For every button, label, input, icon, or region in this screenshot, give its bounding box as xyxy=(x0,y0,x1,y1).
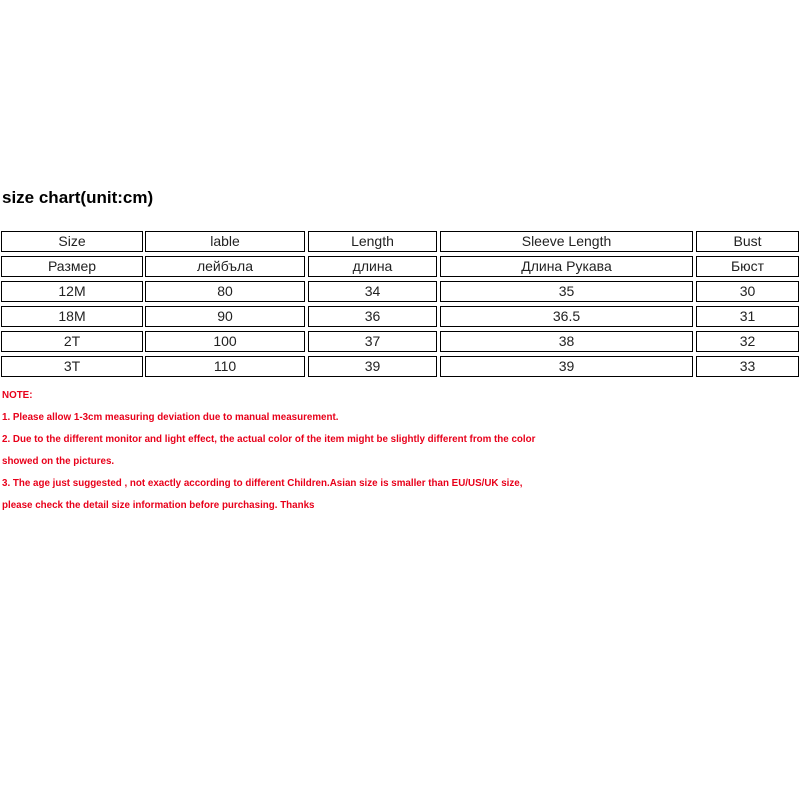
cell-bust: 32 xyxy=(696,331,799,352)
cell-size: 18M xyxy=(1,306,143,327)
cell-size: 2T xyxy=(1,331,143,352)
table-row xyxy=(0,356,800,381)
table-row xyxy=(0,331,800,356)
cell-label: 90 xyxy=(145,306,305,327)
cell-length: 36 xyxy=(308,306,437,327)
note-line: showed on the pictures. xyxy=(2,456,115,467)
size-table xyxy=(0,231,800,381)
table-header-row-ru xyxy=(0,256,800,281)
header-bust-ru: Бюст xyxy=(696,256,799,277)
note-line: please check the detail size information before purchasing. Thanks xyxy=(2,500,315,511)
cell-label: 80 xyxy=(145,281,305,302)
notes-heading: NOTE: xyxy=(2,390,33,401)
cell-length: 34 xyxy=(308,281,437,302)
cell-label: 110 xyxy=(145,356,305,377)
notes-section xyxy=(2,385,800,517)
cell-length: 39 xyxy=(308,356,437,377)
cell-sleeve-length: 38 xyxy=(440,331,693,352)
cell-bust: 30 xyxy=(696,281,799,302)
header-length: Length xyxy=(308,231,437,252)
cell-size: 12M xyxy=(1,281,143,302)
cell-bust: 33 xyxy=(696,356,799,377)
cell-sleeve-length: 39 xyxy=(440,356,693,377)
cell-size: 3T xyxy=(1,356,143,377)
note-line: 3. The age just suggested , not exactly according to different Children.Asian size is smaller than EU/US/UK size, xyxy=(2,478,523,489)
table-row xyxy=(0,281,800,306)
header-sleeve-length: Sleeve Length xyxy=(440,231,693,252)
chart-title: size chart(unit:cm) xyxy=(2,188,154,207)
table-header-row-en xyxy=(0,231,800,256)
note-line: 2. Due to the different monitor and light effect, the actual color of the item might be slightly different from the color xyxy=(2,434,536,445)
header-size: Size xyxy=(1,231,143,252)
cell-label: 100 xyxy=(145,331,305,352)
cell-length: 37 xyxy=(308,331,437,352)
header-label-ru: лейбъла xyxy=(145,256,305,277)
cell-bust: 31 xyxy=(696,306,799,327)
note-line: 1. Please allow 1-3cm measuring deviation due to manual measurement. xyxy=(2,412,339,423)
header-length-ru: длина xyxy=(308,256,437,277)
header-bust: Bust xyxy=(696,231,799,252)
header-size-ru: Размер xyxy=(1,256,143,277)
header-sleeve-length-ru: Длина Рукава xyxy=(440,256,693,277)
cell-sleeve-length: 36.5 xyxy=(440,306,693,327)
cell-sleeve-length: 35 xyxy=(440,281,693,302)
header-label: lable xyxy=(145,231,305,252)
table-row xyxy=(0,306,800,331)
